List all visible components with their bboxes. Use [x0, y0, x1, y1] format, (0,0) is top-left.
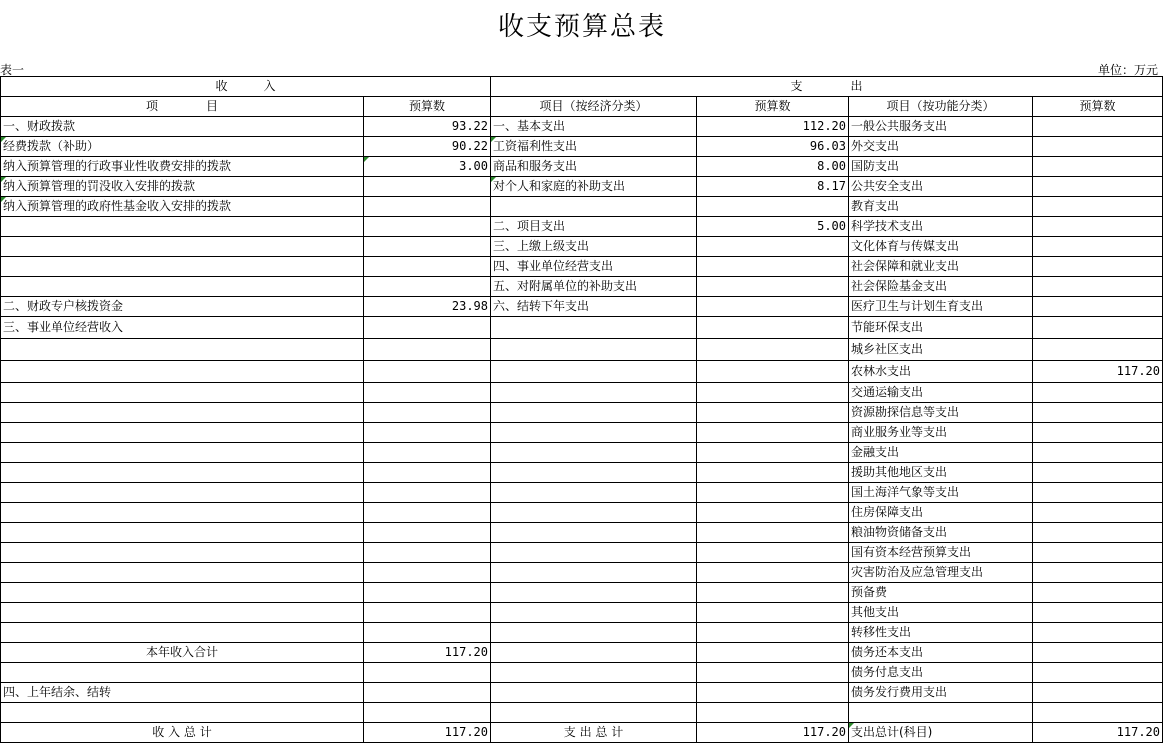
func-budget-cell[interactable]	[1033, 623, 1163, 643]
func-item-cell[interactable]: 公共安全支出	[849, 177, 1033, 197]
func-item-cell[interactable]: 金融支出	[849, 443, 1033, 463]
table-row	[1, 257, 1163, 277]
econ-budget-cell[interactable]	[697, 603, 849, 623]
econ-budget-cell[interactable]	[697, 663, 849, 683]
income-budget-cell[interactable]	[364, 217, 491, 237]
table-row	[1, 443, 1163, 463]
econ-budget-cell[interactable]	[697, 277, 849, 297]
income-item-cell[interactable]	[1, 483, 364, 503]
func-item-cell[interactable]: 转移性支出	[849, 623, 1033, 643]
func-item-cell[interactable]: 债务付息支出	[849, 663, 1033, 683]
income-item-cell[interactable]: 纳入预算管理的政府性基金收入安排的拨款	[1, 197, 364, 217]
income-item-cell[interactable]	[1, 403, 364, 423]
func-budget-cell[interactable]	[1033, 503, 1163, 523]
econ-item-cell[interactable]	[491, 663, 697, 683]
income-budget-cell[interactable]	[364, 277, 491, 297]
income-budget-cell[interactable]	[364, 543, 491, 563]
func-item-cell[interactable]: 灾害防治及应急管理支出	[849, 563, 1033, 583]
econ-item-cell[interactable]: 对个人和家庭的补助支出	[491, 177, 697, 197]
econ-item-cell[interactable]: 一、基本支出	[491, 117, 697, 137]
econ-item-cell[interactable]: 商品和服务支出	[491, 157, 697, 177]
table-row	[1, 643, 1163, 663]
func-item-cell[interactable]: 援助其他地区支出	[849, 463, 1033, 483]
income-budget-cell[interactable]: 23.98	[364, 297, 491, 317]
func-item-cell[interactable]: 国土海洋气象等支出	[849, 483, 1033, 503]
func-item-cell[interactable]: 教育支出	[849, 197, 1033, 217]
econ-item-cell[interactable]: 五、对附属单位的补助支出	[491, 277, 697, 297]
table-row	[1, 317, 1163, 339]
table-row	[1, 197, 1163, 217]
unit-label: 单位：万元	[1097, 63, 1158, 77]
income-budget-cell[interactable]	[364, 257, 491, 277]
table-row	[1, 603, 1163, 623]
func-item-cell[interactable]: 国有资本经营预算支出	[849, 543, 1033, 563]
income-item-cell[interactable]	[1, 217, 364, 237]
econ-item-cell[interactable]: 工资福利性支出	[491, 137, 697, 157]
income-item-cell[interactable]	[1, 277, 364, 297]
func-item-cell[interactable]: 商业服务业等支出	[849, 423, 1033, 443]
func-item-cell[interactable]: 粮油物资储备支出	[849, 523, 1033, 543]
func-budget-cell[interactable]	[1033, 237, 1163, 257]
func-budget-cell[interactable]	[1033, 543, 1163, 563]
econ-budget-cell[interactable]	[697, 317, 849, 339]
func-item-cell[interactable]: 债务还本支出	[849, 643, 1033, 663]
func-budget-cell[interactable]	[1033, 603, 1163, 623]
econ-item-cell[interactable]: 四、事业单位经营支出	[491, 257, 697, 277]
func-item-cell[interactable]: 节能环保支出	[849, 317, 1033, 339]
income-budget-cell[interactable]	[364, 523, 491, 543]
func-budget-cell[interactable]	[1033, 403, 1163, 423]
func-item-cell[interactable]: 住房保障支出	[849, 503, 1033, 523]
econ-budget-cell[interactable]	[697, 683, 849, 703]
func-budget-cell[interactable]	[1033, 383, 1163, 403]
econ-budget-cell[interactable]	[697, 563, 849, 583]
income-item-cell[interactable]	[1, 623, 364, 643]
econ-budget-cell[interactable]	[697, 543, 849, 563]
econ-item-cell[interactable]: 六、结转下年支出	[491, 297, 697, 317]
econ-item-cell[interactable]	[491, 623, 697, 643]
table-row	[1, 383, 1163, 403]
income-item-cell[interactable]	[1, 703, 364, 723]
econ-item-cell[interactable]	[491, 523, 697, 543]
econ-budget-cell[interactable]: 96.03	[697, 137, 849, 157]
func-budget-cell[interactable]	[1033, 177, 1163, 197]
table-row	[1, 463, 1163, 483]
income-item-cell[interactable]: 纳入预算管理的罚没收入安排的拨款	[1, 177, 364, 197]
func-item-cell[interactable]: 社会保险基金支出	[849, 277, 1033, 297]
func-budget-cell[interactable]	[1033, 483, 1163, 503]
econ-item-cell[interactable]	[491, 443, 697, 463]
econ-budget-cell[interactable]	[697, 423, 849, 443]
econ-item-cell[interactable]	[491, 563, 697, 583]
income-item-cell[interactable]	[1, 543, 364, 563]
table-row	[1, 483, 1163, 503]
income-item-cell[interactable]	[1, 663, 364, 683]
income-budget-cell[interactable]	[364, 503, 491, 523]
econ-item-cell[interactable]	[491, 483, 697, 503]
income-item-cell[interactable]: 一、财政拨款	[1, 117, 364, 137]
table-row	[1, 117, 1163, 137]
func-item-cell[interactable]: 交通运输支出	[849, 383, 1033, 403]
func-item-cell[interactable]: 社会保障和就业支出	[849, 257, 1033, 277]
income-budget-cell[interactable]	[364, 197, 491, 217]
econ-item-cell[interactable]	[491, 683, 697, 703]
func-item-cell[interactable]: 预备费	[849, 583, 1033, 603]
income-budget-cell[interactable]: 93.22	[364, 117, 491, 137]
econ-budget-cell[interactable]	[697, 623, 849, 643]
func-budget-cell[interactable]	[1033, 257, 1163, 277]
econ-budget-cell[interactable]	[697, 583, 849, 603]
econ-item-cell[interactable]	[491, 339, 697, 361]
func-budget-cell[interactable]	[1033, 683, 1163, 703]
section-header-row	[1, 77, 1163, 97]
econ-item-cell[interactable]	[491, 383, 697, 403]
econ-item-cell[interactable]	[491, 583, 697, 603]
func-budget-cell[interactable]	[1033, 197, 1163, 217]
econ-budget-cell[interactable]: 8.00	[697, 157, 849, 177]
func-total-value[interactable]: 117.20	[1033, 723, 1163, 743]
expense-total-label[interactable]: 支 出 总 计	[491, 723, 697, 743]
econ-budget-cell[interactable]	[697, 339, 849, 361]
econ-budget-cell[interactable]	[697, 463, 849, 483]
income-item-cell[interactable]	[1, 463, 364, 483]
econ-item-cell[interactable]: 三、上缴上级支出	[491, 237, 697, 257]
table-row	[1, 503, 1163, 523]
table-row	[1, 623, 1163, 643]
income-budget-cell[interactable]	[364, 603, 491, 623]
income-budget-cell[interactable]	[364, 361, 491, 383]
table-row	[1, 703, 1163, 723]
table-row	[1, 217, 1163, 237]
income-item-cell[interactable]	[1, 503, 364, 523]
table-row	[1, 277, 1163, 297]
income-budget-cell[interactable]	[364, 703, 491, 723]
func-budget-cell[interactable]	[1033, 703, 1163, 723]
func-item-cell[interactable]: 科学技术支出	[849, 217, 1033, 237]
income-item-cell[interactable]	[1, 563, 364, 583]
econ-budget-cell[interactable]: 112.20	[697, 117, 849, 137]
table-row	[1, 683, 1163, 703]
income-budget-cell[interactable]	[364, 583, 491, 603]
income-budget-cell[interactable]: 90.22	[364, 137, 491, 157]
income-budget-cell[interactable]	[364, 683, 491, 703]
table-row	[1, 423, 1163, 443]
econ-budget-cell[interactable]	[697, 361, 849, 383]
func-budget-cell[interactable]: 117.20	[1033, 361, 1163, 383]
func-item-cell[interactable]: 城乡社区支出	[849, 339, 1033, 361]
income-item-cell[interactable]	[1, 423, 364, 443]
income-budget-cell[interactable]	[364, 383, 491, 403]
func-budget-cell[interactable]	[1033, 423, 1163, 443]
econ-budget-cell[interactable]	[697, 483, 849, 503]
income-budget-cell[interactable]	[364, 443, 491, 463]
econ-budget-cell[interactable]	[697, 703, 849, 723]
table-row	[1, 403, 1163, 423]
table-row	[1, 177, 1163, 197]
income-item-cell[interactable]: 纳入预算管理的行政事业性收费安排的拨款	[1, 157, 364, 177]
table-row	[1, 563, 1163, 583]
func-item-cell[interactable]: 外交支出	[849, 137, 1033, 157]
income-budget-cell[interactable]	[364, 339, 491, 361]
table-row	[1, 137, 1163, 157]
table-row	[1, 361, 1163, 383]
econ-item-header[interactable]: 项目（按经济分类）	[491, 97, 697, 117]
econ-budget-cell[interactable]	[697, 383, 849, 403]
econ-budget-cell[interactable]	[697, 197, 849, 217]
func-budget-header[interactable]: 预算数	[1033, 97, 1163, 117]
func-total-label[interactable]: 支出总计(科目)	[849, 723, 1033, 743]
income-item-cell[interactable]	[1, 237, 364, 257]
func-item-cell[interactable]: 文化体育与传媒支出	[849, 237, 1033, 257]
income-budget-cell[interactable]	[364, 563, 491, 583]
func-budget-cell[interactable]	[1033, 523, 1163, 543]
expense-total-value[interactable]: 117.20	[697, 723, 849, 743]
func-budget-cell[interactable]	[1033, 217, 1163, 237]
income-budget-cell[interactable]	[364, 177, 491, 197]
econ-item-cell[interactable]	[491, 197, 697, 217]
form-number: 表一	[0, 63, 25, 77]
func-budget-cell[interactable]	[1033, 277, 1163, 297]
func-item-header[interactable]: 项目（按功能分类）	[849, 97, 1033, 117]
func-item-cell[interactable]: 其他支出	[849, 603, 1033, 623]
func-budget-cell[interactable]	[1033, 297, 1163, 317]
func-item-cell[interactable]: 农林水支出	[849, 361, 1033, 383]
func-budget-cell[interactable]	[1033, 563, 1163, 583]
income-budget-cell[interactable]: 3.00	[364, 157, 491, 177]
table-row	[1, 339, 1163, 361]
table-row	[1, 157, 1163, 177]
func-budget-cell[interactable]	[1033, 339, 1163, 361]
func-budget-cell[interactable]	[1033, 643, 1163, 663]
page-title: 收支预算总表	[497, 12, 666, 42]
econ-item-cell[interactable]: 二、项目支出	[491, 217, 697, 237]
econ-budget-cell[interactable]	[697, 503, 849, 523]
econ-item-cell[interactable]	[491, 543, 697, 563]
func-budget-cell[interactable]	[1033, 117, 1163, 137]
econ-budget-cell[interactable]	[697, 443, 849, 463]
func-item-cell[interactable]: 一般公共服务支出	[849, 117, 1033, 137]
table-row	[1, 543, 1163, 563]
income-budget-cell[interactable]	[364, 317, 491, 339]
func-budget-cell[interactable]	[1033, 137, 1163, 157]
econ-item-cell[interactable]	[491, 463, 697, 483]
income-budget-cell[interactable]	[364, 663, 491, 683]
totals-row	[1, 723, 1163, 743]
income-item-cell[interactable]	[1, 257, 364, 277]
income-item-cell[interactable]	[1, 603, 364, 623]
econ-budget-cell[interactable]	[697, 643, 849, 663]
econ-budget-cell[interactable]	[697, 403, 849, 423]
func-item-cell[interactable]: 资源勘探信息等支出	[849, 403, 1033, 423]
income-budget-cell[interactable]	[364, 483, 491, 503]
func-budget-cell[interactable]	[1033, 463, 1163, 483]
econ-budget-cell[interactable]: 8.17	[697, 177, 849, 197]
func-item-cell[interactable]: 债务发行费用支出	[849, 683, 1033, 703]
income-budget-cell[interactable]: 117.20	[364, 643, 491, 663]
income-budget-cell[interactable]	[364, 623, 491, 643]
column-header-row	[1, 97, 1163, 117]
func-budget-cell[interactable]	[1033, 443, 1163, 463]
income-item-cell[interactable]	[1, 583, 364, 603]
func-item-cell[interactable]: 医疗卫生与计划生育支出	[849, 297, 1033, 317]
func-budget-cell[interactable]	[1033, 583, 1163, 603]
econ-item-cell[interactable]	[491, 643, 697, 663]
income-budget-cell[interactable]	[364, 423, 491, 443]
table-row	[1, 297, 1163, 317]
func-item-cell[interactable]: 国防支出	[849, 157, 1033, 177]
income-item-cell[interactable]	[1, 443, 364, 463]
econ-budget-cell[interactable]	[697, 257, 849, 277]
income-item-cell[interactable]	[1, 339, 364, 361]
income-item-header[interactable]: 项 目	[1, 97, 364, 117]
econ-budget-cell[interactable]: 5.00	[697, 217, 849, 237]
income-budget-header[interactable]: 预算数	[364, 97, 491, 117]
econ-item-cell[interactable]	[491, 317, 697, 339]
func-budget-cell[interactable]	[1033, 317, 1163, 339]
econ-budget-cell[interactable]	[697, 297, 849, 317]
income-total-label[interactable]: 收 入 总 计	[1, 723, 364, 743]
econ-item-cell[interactable]	[491, 423, 697, 443]
econ-item-cell[interactable]	[491, 603, 697, 623]
income-item-cell[interactable]: 四、上年结余、结转	[1, 683, 364, 703]
econ-budget-cell[interactable]	[697, 237, 849, 257]
econ-budget-cell[interactable]	[697, 523, 849, 543]
income-section-header[interactable]: 收 入	[1, 77, 491, 97]
income-budget-cell[interactable]	[364, 463, 491, 483]
func-budget-cell[interactable]	[1033, 663, 1163, 683]
table-row	[1, 523, 1163, 543]
income-total-value[interactable]: 117.20	[364, 723, 491, 743]
expense-section-header[interactable]: 支 出	[491, 77, 1163, 97]
income-item-cell[interactable]: 二、财政专户核拨资金	[1, 297, 364, 317]
income-item-cell[interactable]	[1, 383, 364, 403]
econ-budget-header[interactable]: 预算数	[697, 97, 849, 117]
econ-item-cell[interactable]	[491, 361, 697, 383]
func-budget-cell[interactable]	[1033, 157, 1163, 177]
income-item-cell[interactable]: 三、事业单位经营收入	[1, 317, 364, 339]
table-row	[1, 583, 1163, 603]
econ-item-cell[interactable]	[491, 503, 697, 523]
income-item-cell[interactable]	[1, 523, 364, 543]
income-budget-cell[interactable]	[364, 237, 491, 257]
func-item-cell[interactable]	[849, 703, 1033, 723]
income-item-cell[interactable]	[1, 361, 364, 383]
table-row	[1, 663, 1163, 683]
budget-table	[0, 76, 1163, 743]
income-budget-cell[interactable]	[364, 403, 491, 423]
econ-item-cell[interactable]	[491, 403, 697, 423]
econ-item-cell[interactable]	[491, 703, 697, 723]
table-row	[1, 237, 1163, 257]
income-item-cell[interactable]: 经费拨款（补助）	[1, 137, 364, 157]
income-item-cell[interactable]: 本年收入合计	[1, 643, 364, 663]
